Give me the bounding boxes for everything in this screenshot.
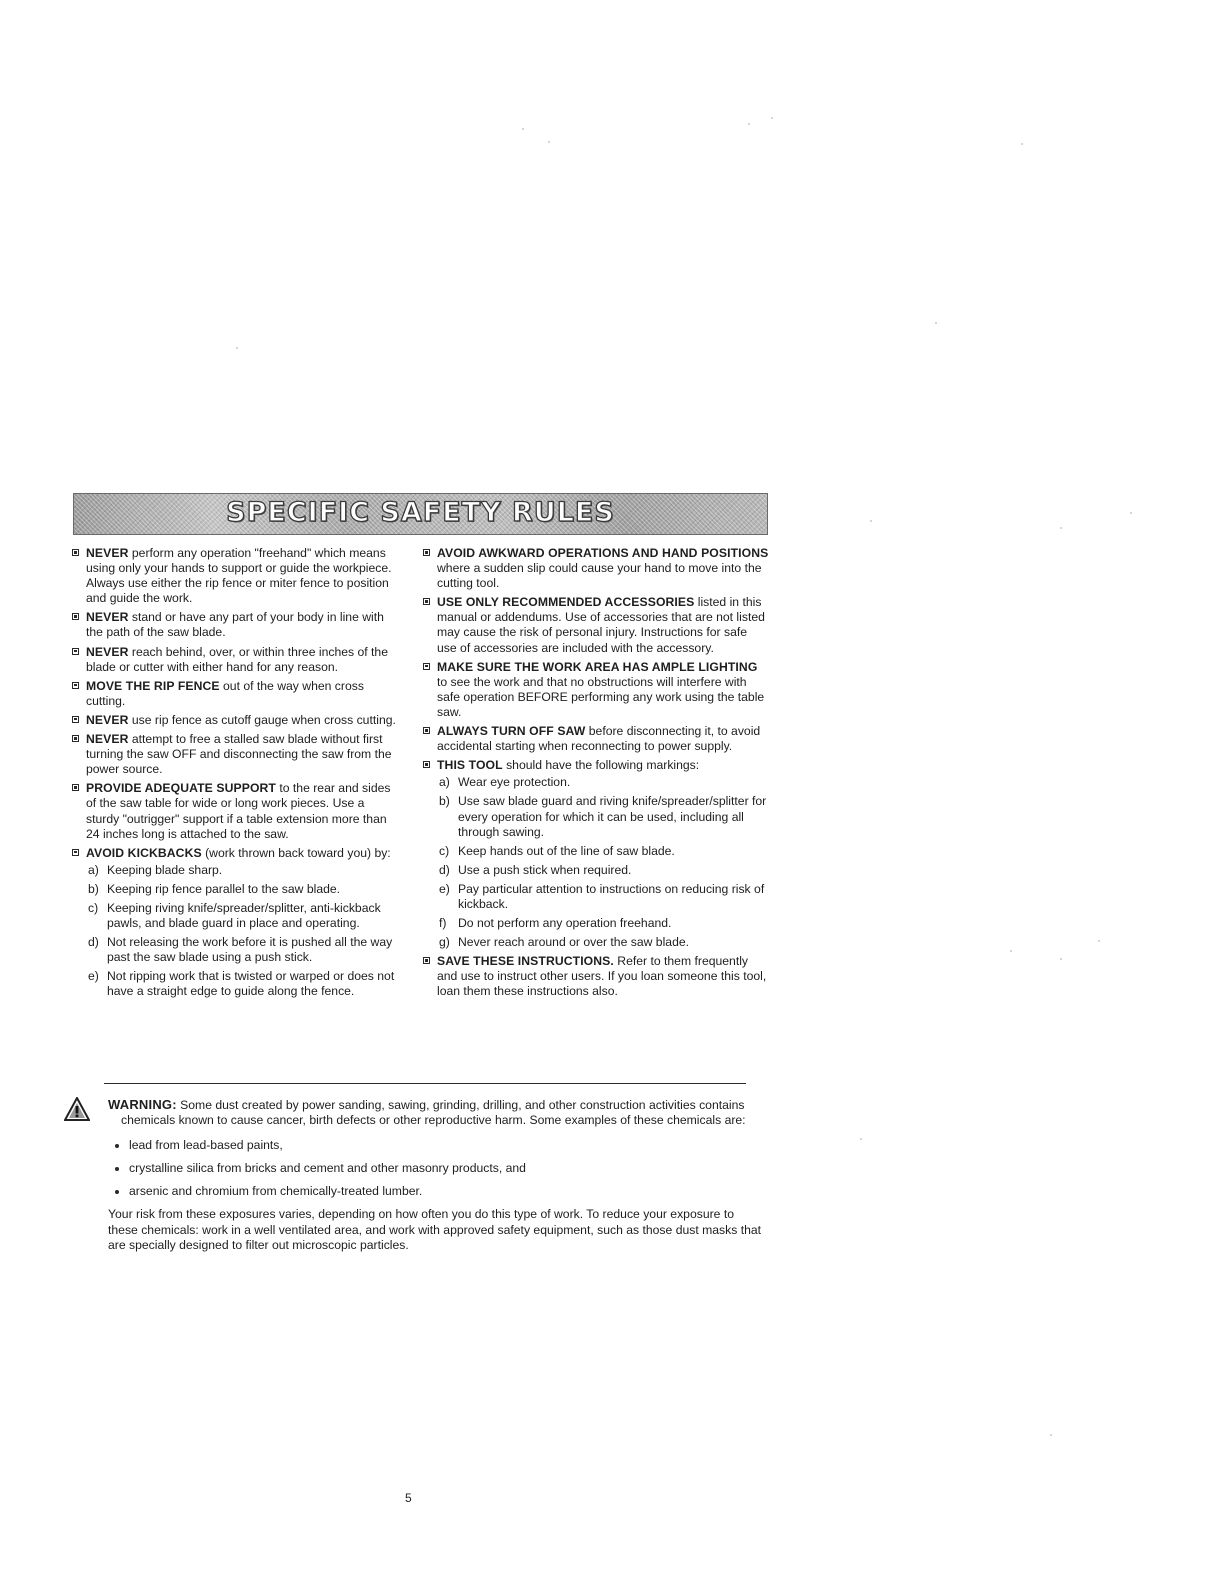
list-item xyxy=(439,863,769,878)
item-letter: g) xyxy=(439,935,450,950)
safety-rule xyxy=(423,758,769,950)
rule-lead: USE ONLY RECOMMENDED ACCESSORIES xyxy=(437,595,695,610)
safety-rule xyxy=(72,679,400,709)
dot-bullet-icon xyxy=(115,1167,119,1171)
safety-rule xyxy=(72,732,400,777)
rule-text: listed in this manual or addendums. Use of accessories that are not listed may cause the risk of personal injury. Instructions for safe use of accessories are included with the accessory. xyxy=(437,595,765,655)
item-letter: e) xyxy=(439,881,450,896)
hazard-list xyxy=(115,1138,764,1199)
hazard-text: lead from lead-based paints, xyxy=(129,1138,283,1153)
list-item xyxy=(88,969,400,999)
square-bullet-icon xyxy=(423,549,430,556)
scan-speck xyxy=(1060,958,1062,960)
item-letter: c) xyxy=(439,843,450,858)
scan-speck xyxy=(860,1138,862,1140)
scan-speck xyxy=(1021,143,1023,145)
left-column xyxy=(72,546,400,1004)
square-bullet-icon xyxy=(423,663,430,670)
scan-speck xyxy=(1130,512,1132,514)
section-title: SPECIFIC SAFETY RULES xyxy=(226,497,615,528)
rule-text: to the rear and sides of the saw table for wide or long work pieces. Use a sturdy "outrigger" support if a table extension more than 24 inches long is attached to the saw. xyxy=(86,781,391,841)
rule-lead: SAVE THESE INSTRUCTIONS. xyxy=(437,954,614,969)
safety-rule xyxy=(423,724,769,754)
rule-text: (work thrown back toward you) by: xyxy=(201,845,391,860)
scan-speck xyxy=(748,123,750,125)
warning-triangle-icon xyxy=(64,1097,90,1121)
list-item xyxy=(88,935,400,965)
safety-rule xyxy=(423,546,769,591)
list-item xyxy=(115,1184,764,1199)
square-bullet-icon xyxy=(72,613,79,620)
rule-lead: MAKE SURE THE WORK AREA HAS AMPLE LIGHTING xyxy=(437,659,758,674)
rule-text: use rip fence as cutoff gauge when cross cutting. xyxy=(128,712,396,727)
rule-lead: NEVER xyxy=(86,610,129,625)
safety-rule xyxy=(423,595,769,655)
safety-rule xyxy=(423,660,769,720)
item-text: Keeping riving knife/spreader/splitter, anti-kickback pawls, and blade guard in place and operating. xyxy=(107,900,381,931)
scan-speck xyxy=(771,117,773,119)
item-text: Never reach around or over the saw blade. xyxy=(458,935,690,950)
rule-lead: NEVER xyxy=(86,732,129,747)
scan-speck xyxy=(236,347,238,349)
square-bullet-icon xyxy=(72,682,79,689)
item-letter: d) xyxy=(439,862,450,877)
square-bullet-icon xyxy=(72,648,79,655)
item-text: Not ripping work that is twisted or warped or does not have a straight edge to guide along the fence. xyxy=(107,969,395,999)
rule-lead: NEVER xyxy=(86,712,129,727)
item-letter: d) xyxy=(88,935,99,950)
item-text: Not releasing the work before it is pushed all the way past the saw blade using a push stick. xyxy=(107,935,393,965)
rule-text: to see the work and that no obstructions will interfere with safe operation BEFORE performing any work using the table saw. xyxy=(437,674,765,719)
rule-text: before disconnecting it, to avoid accidental starting when reconnecting to power supply. xyxy=(437,724,761,754)
rule-lead: PROVIDE ADEQUATE SUPPORT xyxy=(86,781,276,796)
item-text: Pay particular attention to instructions on reducing risk of kickback. xyxy=(458,881,765,911)
list-item xyxy=(439,935,769,950)
risk-paragraph: Your risk from these exposures varies, depending on how often you do this type of work. To reduce your exposure to these chemicals: work in a well ventilated area, and work with approved safety equipment, such as those dust masks that are specially designed to filter out microscopic particles. xyxy=(108,1207,762,1252)
rule-text: should have the following markings: xyxy=(502,758,700,773)
warning-block xyxy=(64,1097,764,1253)
square-bullet-icon xyxy=(423,598,430,605)
item-letter: e) xyxy=(88,969,99,984)
item-letter: a) xyxy=(88,862,99,877)
list-item xyxy=(115,1161,764,1176)
scan-speck xyxy=(1010,950,1012,952)
square-bullet-icon xyxy=(72,716,79,723)
item-text: Keeping rip fence parallel to the saw blade. xyxy=(107,881,341,896)
rule-lead: ALWAYS TURN OFF SAW xyxy=(437,724,586,739)
rule-text: reach behind, over, or within three inches of the blade or cutter with either hand for any reason. xyxy=(86,644,388,674)
safety-rule xyxy=(72,846,400,1000)
square-bullet-icon xyxy=(72,849,79,856)
safety-rule xyxy=(72,645,400,675)
item-text: Use saw blade guard and riving knife/spreader/splitter for every operation for which it can be used, including all through sawing. xyxy=(458,794,767,839)
item-text: Keeping blade sharp. xyxy=(107,862,223,877)
section-divider xyxy=(104,1083,746,1084)
safety-rule xyxy=(72,610,400,640)
list-item xyxy=(88,901,400,931)
rule-lead: AVOID AWKWARD OPERATIONS AND HAND POSITIONS xyxy=(437,546,769,560)
list-item xyxy=(88,882,400,897)
rule-lead: MOVE THE RIP FENCE xyxy=(86,678,220,693)
rule-text: out of the way when cross cutting. xyxy=(86,678,364,708)
scan-speck xyxy=(548,141,550,143)
rule-text: perform any operation "freehand" which means using only your hands to support or guide the workpiece. Always use either the rip fence or miter fence to position and guide the work. xyxy=(86,546,392,606)
safety-rule xyxy=(72,713,400,728)
dot-bullet-icon xyxy=(115,1144,119,1148)
square-bullet-icon xyxy=(423,761,430,768)
markings-list xyxy=(439,775,769,950)
square-bullet-icon xyxy=(72,549,79,556)
square-bullet-icon xyxy=(72,784,79,791)
square-bullet-icon xyxy=(72,735,79,742)
rule-text: Refer to them frequently and use to instruct other users. If you loan someone this tool, loan them these instructions also. xyxy=(437,954,767,999)
list-item xyxy=(88,863,400,878)
item-letter: c) xyxy=(88,900,99,915)
hazard-text: arsenic and chromium from chemically-treated lumber. xyxy=(129,1184,423,1199)
safety-rule xyxy=(423,954,769,999)
rule-text: where a sudden slip could cause your hand to move into the cutting tool. xyxy=(437,561,762,591)
rule-text: stand or have any part of your body in line with the path of the saw blade. xyxy=(86,610,384,640)
scan-speck xyxy=(870,520,872,522)
list-item xyxy=(439,775,769,790)
item-letter: f) xyxy=(439,916,447,931)
scan-speck xyxy=(1098,940,1100,942)
scan-speck xyxy=(522,128,524,130)
rule-lead: AVOID KICKBACKS xyxy=(86,845,202,860)
dot-bullet-icon xyxy=(115,1190,119,1194)
square-bullet-icon xyxy=(423,957,430,964)
item-text: Do not perform any operation freehand. xyxy=(458,916,672,931)
list-item xyxy=(439,916,769,931)
item-text: Keep hands out of the line of saw blade. xyxy=(458,843,675,858)
warning-lead: WARNING: xyxy=(108,1097,177,1112)
list-item xyxy=(115,1138,764,1153)
safety-rule xyxy=(72,546,400,606)
right-column xyxy=(423,546,769,1004)
scan-speck xyxy=(935,322,937,324)
page-number: 5 xyxy=(405,1491,412,1505)
kickback-list xyxy=(88,863,400,1000)
scan-speck xyxy=(1060,527,1062,529)
hazard-text: crystalline silica from bricks and cement and other masonry products, and xyxy=(129,1161,526,1176)
warning-paragraph xyxy=(108,1097,764,1128)
list-item xyxy=(439,794,769,839)
warning-text: Some dust created by power sanding, sawing, grinding, drilling, and other construction activities contains chemicals known to cause cancer, birth defects or other reproductive harm. Some examples of these chemicals are: xyxy=(121,1098,746,1128)
scan-speck xyxy=(1050,1434,1052,1436)
rule-lead: THIS TOOL xyxy=(437,758,503,773)
rule-lead: NEVER xyxy=(86,546,129,560)
rule-text: attempt to free a stalled saw blade without first turning the saw OFF and disconnecting the saw from the power source. xyxy=(86,732,392,777)
safety-rule xyxy=(72,781,400,841)
item-text: Use a push stick when required. xyxy=(458,862,632,877)
item-letter: a) xyxy=(439,775,450,790)
section-title-bar xyxy=(73,493,768,535)
list-item xyxy=(439,844,769,859)
item-text: Wear eye protection. xyxy=(458,775,571,790)
square-bullet-icon xyxy=(423,727,430,734)
rule-lead: NEVER xyxy=(86,644,129,659)
list-item xyxy=(439,882,769,912)
item-letter: b) xyxy=(88,881,99,896)
item-letter: b) xyxy=(439,794,450,809)
